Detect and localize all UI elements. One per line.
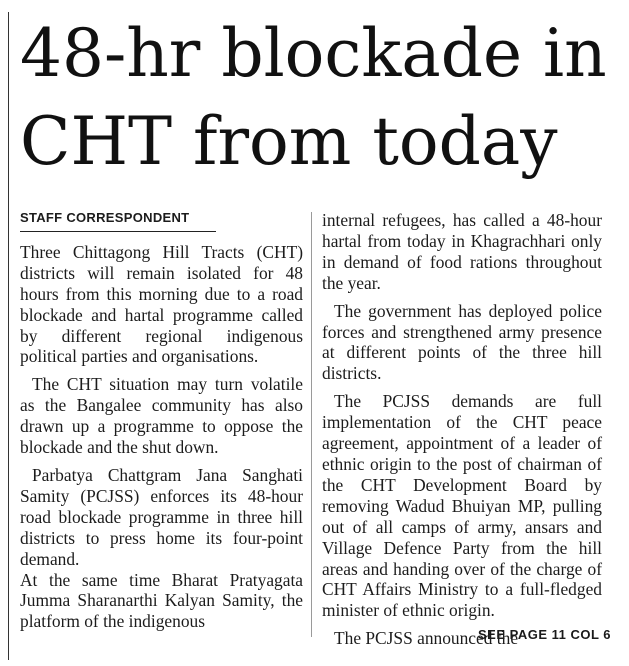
article-paragraph: internal refugees, has called a 48-hour hartal from today in Khagrachhari only in demand of food rations throughout the year. <box>322 210 602 293</box>
byline: STAFF CORRESPONDENT <box>20 208 216 232</box>
article-paragraph: Three Chittagong Hill Tracts (CHT) districts will remain isolated for 48 hours from this morning due to a road blockade and hartal programme called by different regional indigenous political parties and organisations. <box>20 241 303 367</box>
headline: 48-hr blockade in CHT from today <box>20 15 607 180</box>
article-paragraph: Parbatya Chattgram Jana Sanghati Samity (PCJSS) enforces its 48-hour road blockade programme in three hill districts to press home its four-point demand. <box>20 464 303 569</box>
left-column-rule <box>8 12 9 660</box>
article-paragraph: At the same time Bharat Pratyagata Jumma Sharanarthi Kalyan Samity, the platform of the indigenous <box>20 569 303 632</box>
article-column-left <box>20 208 303 639</box>
column-separator <box>311 212 312 637</box>
article-paragraph: The PCJSS announced the <box>334 628 519 649</box>
article-column-right <box>322 210 602 656</box>
article-paragraph: The CHT situation may turn volatile as the Bangalee community has also drawn up a programme to oppose the blockade and the shut down. <box>20 374 303 458</box>
article-paragraph: The government has deployed police forces and strengthened army presence at different points of the three hill districts. <box>322 300 602 384</box>
continued-on-page-label[interactable]: SEE PAGE 11 COL 6 <box>477 627 611 642</box>
article-paragraph: The PCJSS demands are full implementation of the CHT peace agreement, appointment of a leader of ethnic origin to the post of chairman of the CHT Development Board by removing Wadud Bhuiyan MP, pulling out of all camps of army, ansars and Village Defence Party from the hill areas and handing over of the charge of CHT Affairs Ministry to a full-fledged minister of ethnic origin. <box>322 391 602 621</box>
